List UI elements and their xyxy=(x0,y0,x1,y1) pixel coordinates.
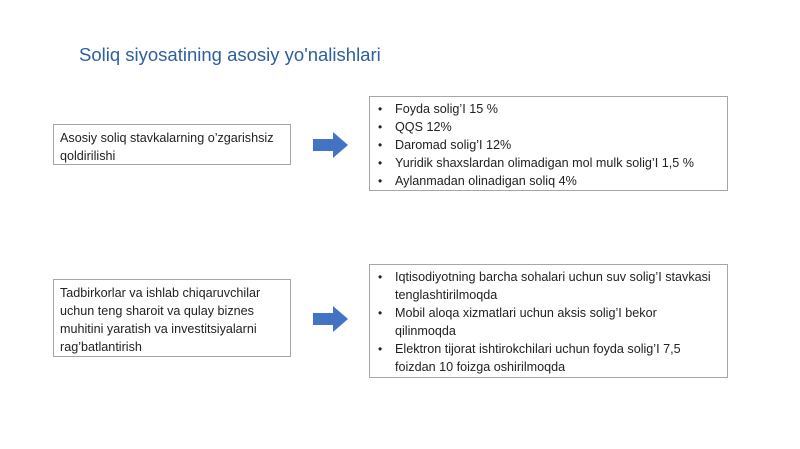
right-box-stavkalar xyxy=(369,96,728,191)
bullet-icon: • xyxy=(378,102,383,116)
left-box-stavkalar xyxy=(53,124,291,165)
bullet-list xyxy=(370,100,721,190)
right-box-tadbirkorlar xyxy=(369,264,728,378)
list-item: • Mobil aloqa xizmatlari uchun aksis solig’I bekor qilinmoqda xyxy=(378,306,657,338)
left-box-tadbirkorlar xyxy=(53,279,291,357)
bullet-icon: • xyxy=(378,174,383,188)
bullet-icon: • xyxy=(378,138,383,152)
list-item: • Daromad solig’I 12% xyxy=(378,138,512,152)
left-box-text: Tadbirkorlar va ishlab chiqaruvchilar uchun teng sharoit va qulay biznes muhitini yaratish va investitsiyalarni rag’batlantirish xyxy=(60,286,261,354)
right-arrow-icon xyxy=(313,306,349,332)
bullet-icon: • xyxy=(378,156,383,170)
right-arrow-icon xyxy=(313,132,349,158)
left-box-text: Asosiy soliq stavkalarning o’zgarishsiz qoldirilishi xyxy=(60,131,274,163)
list-item: • Yuridik shaxslardan olimadigan mol mulk solig’I 1,5 % xyxy=(378,156,694,170)
list-item: • Aylanmadan olinadigan soliq 4% xyxy=(378,174,577,188)
bullet-icon: • xyxy=(378,342,383,356)
bullet-icon: • xyxy=(378,306,383,320)
list-item: • Foyda solig’I 15 % xyxy=(378,102,498,116)
bullet-icon: • xyxy=(378,120,383,134)
bullet-list xyxy=(370,268,717,376)
list-item: • Iqtisodiyotning barcha sohalari uchun suv solig’I stavkasi tenglashtirilmoqda xyxy=(378,270,711,302)
list-item: • QQS 12% xyxy=(378,120,452,134)
list-item: • Elektron tijorat ishtirokchilari uchun foyda solig’I 7,5 foizdan 10 foizga oshirilmoqda xyxy=(378,342,681,374)
slide-title: Soliq siyosatining asosiy yo'nalishlari xyxy=(79,44,381,65)
bullet-icon: • xyxy=(378,270,383,284)
